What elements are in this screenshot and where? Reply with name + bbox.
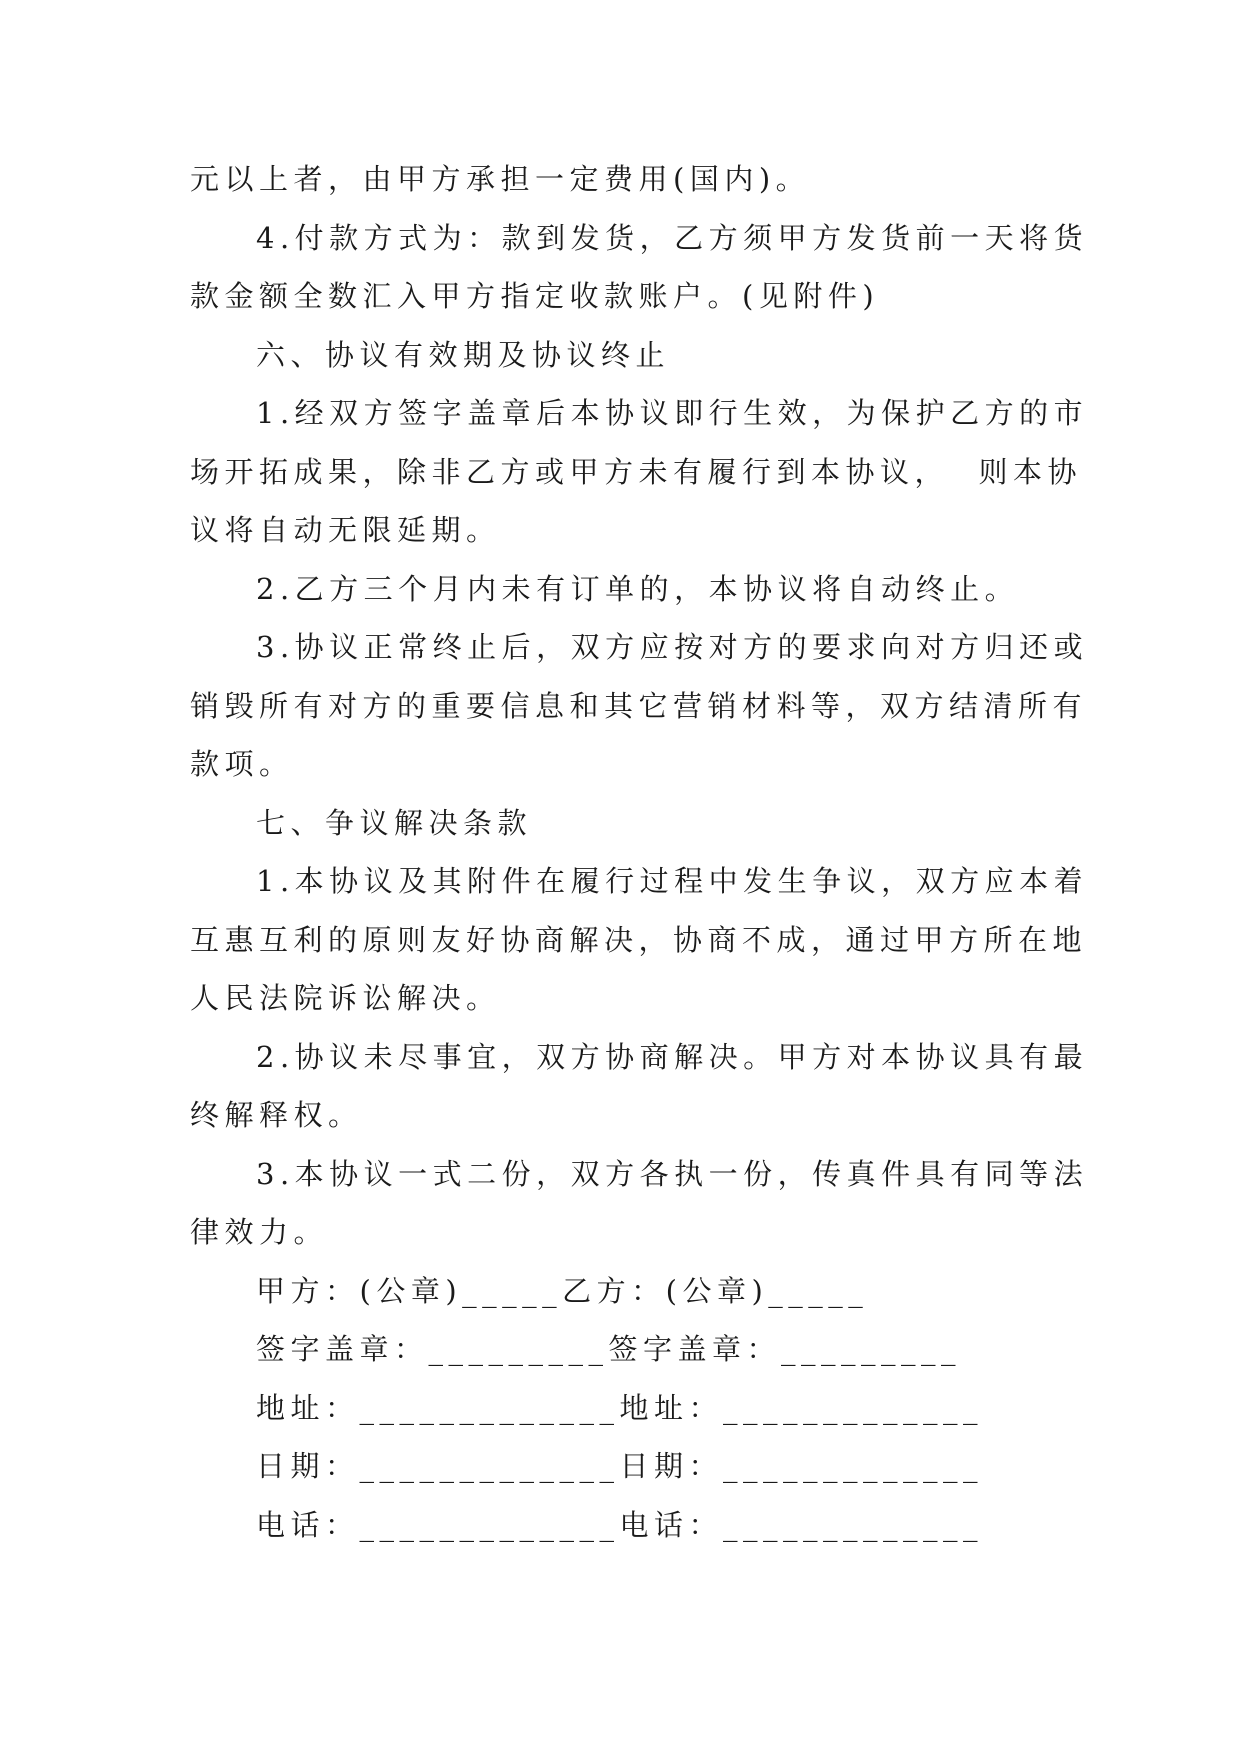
text-line: 销毁所有对方的重要信息和其它营销材料等，双方结清所有 bbox=[190, 688, 1088, 723]
signature-line: 日期：_____________日期：_____________ bbox=[256, 1449, 984, 1483]
signature-line: 电话：_____________电话：_____________ bbox=[256, 1507, 984, 1542]
text-line: 3.本协议一式二份，双方各执一份，传真件具有同等法 bbox=[256, 1156, 1089, 1191]
text-line: 律效力。 bbox=[190, 1215, 329, 1249]
text-line: 六、协议有效期及协议终止 bbox=[256, 337, 671, 372]
signature-line: 地址：_____________地址：_____________ bbox=[256, 1390, 984, 1425]
text-line: 1.本协议及其附件在履行过程中发生争议，双方应本着 bbox=[256, 864, 1089, 898]
text-line: 场开拓成果，除非乙方或甲方未有履行到本协议， 则本协 bbox=[190, 454, 1082, 489]
text-line: 互惠互利的原则友好协商解决，协商不成，通过甲方所在地 bbox=[190, 922, 1088, 957]
text-line: 七、争议解决条款 bbox=[256, 805, 533, 840]
text-line: 议将自动无限延期。 bbox=[190, 513, 501, 547]
text-line: 2.乙方三个月内未有订单的，本协议将自动终止。 bbox=[256, 571, 1020, 606]
text-line: 款项。 bbox=[190, 747, 294, 781]
signature-line: 签字盖章：_________签字盖章：_________ bbox=[256, 1332, 962, 1366]
text-line: 3.协议正常终止后，双方应按对方的要求向对方归还或 bbox=[256, 630, 1089, 664]
document-page bbox=[190, 150, 1089, 1554]
text-line: 4.付款方式为：款到发货，乙方须甲方发货前一天将货 bbox=[256, 220, 1089, 255]
signature-line: 甲方：(公章)_____乙方：(公章)_____ bbox=[256, 1273, 869, 1308]
text-line: 款金额全数汇入甲方指定收款账户。(见附件) bbox=[190, 279, 880, 313]
signature-block bbox=[190, 1262, 1060, 1555]
text-line: 1.经双方签字盖章后本协议即行生效，为保护乙方的市 bbox=[256, 396, 1089, 430]
text-line: 元以上者，由甲方承担一定费用(国内)。 bbox=[190, 162, 811, 196]
text-line: 2.协议未尽事宜，双方协商解决。甲方对本协议具有最 bbox=[256, 1039, 1089, 1074]
contract-body bbox=[190, 150, 1089, 1262]
text-line: 人民法院诉讼解决。 bbox=[190, 981, 501, 1015]
text-line: 终解释权。 bbox=[190, 1098, 363, 1132]
